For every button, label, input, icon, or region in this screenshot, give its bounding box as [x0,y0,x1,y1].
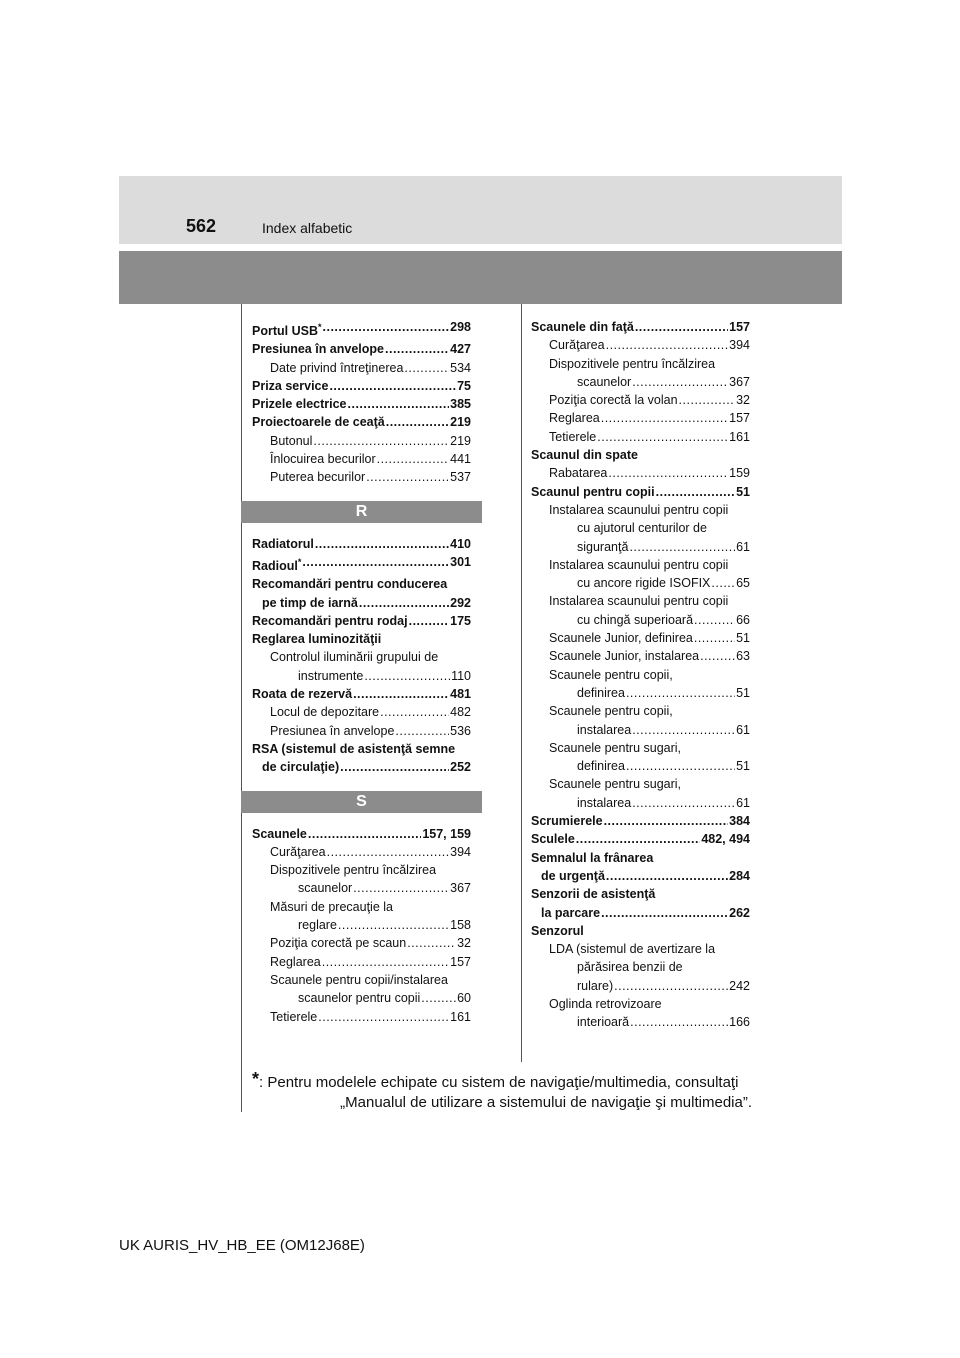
index-entry [252,630,471,648]
index-entry [252,377,471,395]
index-entry [252,1008,471,1026]
index-entry [531,556,750,593]
entry-text: Scaunele din faţă [531,320,634,334]
entry-text: scaunelor pentru copii [298,991,421,1006]
page-ref: 536 [450,723,471,738]
dot-leader [626,684,735,702]
index-entry [531,391,750,409]
index-entry [252,413,471,431]
index-entry-line [549,794,750,812]
index-entry-line [549,336,750,354]
entry-text: Scaunul pentru copii [531,484,655,499]
index-entry [531,885,750,922]
page-ref: 166 [729,1015,750,1030]
entry-text: LDA (sistemul de avertizare la [549,942,716,957]
index-entry [531,922,750,940]
entry-text: Scaunele Junior, instalarea [549,649,700,664]
index-entry-line [270,934,471,952]
entry-text: cu ancore rigide ISOFIX [577,576,711,591]
page-ref: 157, 159 [422,826,471,841]
dot-leader [608,464,728,482]
index-entry-line [549,409,750,427]
dot-leader [313,432,449,450]
page-ref: 61 [736,722,750,737]
dot-leader [395,722,449,740]
dot-leader [601,904,728,922]
page-ref: 175 [450,613,471,628]
index-entry [252,395,471,413]
entry-text: Proiectoarele de ceaţă [252,415,385,430]
page-ref: 394 [450,844,471,859]
entry-text: Roata de rezervă [252,687,353,702]
index-entry [531,464,750,482]
index-entry-line [531,922,750,940]
entry-text: Scaunul din spate [531,448,638,463]
entry-text: Butonul [270,433,313,448]
index-entry-line [252,395,471,413]
index-entry [252,340,471,358]
index-entry-line [270,989,471,1007]
index-entry-line [252,630,471,648]
dot-leader [353,879,449,897]
index-entry-line [252,594,471,612]
entry-text: pe timp de iarnă [262,595,358,610]
index-entry-line [531,904,750,922]
index-entry [252,934,471,952]
index-entry-line [252,825,471,843]
entry-text: instalarea [577,722,632,737]
page-ref: 367 [450,881,471,896]
entry-text: instrumente [298,668,364,683]
index-entry-line [531,830,750,848]
entry-text: instalarea [577,795,632,810]
page-number: 562 [186,216,217,236]
index-entry [252,861,471,898]
index-entry-line [270,468,471,486]
entry-text: definirea [577,685,625,700]
entry-text: Instalarea scaunului pentru copii [549,594,729,609]
index-entry [531,739,750,776]
page-ref: 159 [729,466,750,481]
page-ref: 410 [450,536,471,551]
page-ref: 262 [729,905,750,920]
page-ref: 481 [450,687,471,702]
index-entry-line [549,629,750,647]
page-ref: 384 [729,814,750,829]
page-ref: 367 [729,374,750,389]
dot-leader [632,721,735,739]
dot-leader [386,413,449,431]
page-ref: 158 [450,918,471,933]
index-entry-line [549,611,750,629]
index-entry-line [549,721,750,739]
entry-text: Dispozitivele pentru încălzirea [270,863,437,878]
dot-leader [366,468,449,486]
page-ref: 301 [450,554,471,569]
index-entry-line [549,391,750,409]
entry-text: Date privind întreţinerea [270,360,404,375]
entry-text: Scaunele pentru sugari, [549,740,682,755]
index-entry [531,592,750,629]
page-ref: 298 [450,320,471,334]
dot-leader [318,1008,449,1026]
index-entry-line [252,340,471,358]
page-ref: 110 [451,668,471,683]
entry-text: Instalarea scaunului pentru copii [549,502,729,517]
dot-leader [377,450,450,468]
footnote [252,1069,752,1113]
entry-text: Prizele electrice [252,397,347,412]
index-entry [252,359,471,377]
entry-text: Reglarea [549,411,600,426]
index-entry [531,995,750,1032]
entry-text: Semnalul la frânarea [531,850,654,865]
page-ref: 157 [729,320,750,334]
page-ref: 292 [450,595,471,610]
dot-leader [359,594,449,612]
entry-text: interioară [577,1015,630,1030]
index-entry-line [270,703,471,721]
index-entry-line [252,377,471,395]
dot-leader [679,391,736,409]
index-entry [252,825,471,843]
index-entry-line [270,667,471,685]
page-ref: 482, 494 [701,832,750,847]
page-ref: 161 [729,429,750,444]
page-ref: 219 [450,415,471,430]
entry-text: rulare) [577,978,614,993]
dot-leader [632,794,735,812]
index-entry [252,468,471,486]
page-ref: 427 [450,342,471,357]
index-entry-line [549,684,750,702]
entry-text: Scaunele pentru copii, [549,667,673,682]
index-entry-line [549,538,750,556]
entry-text: Senzorul [531,923,584,938]
index-entry-line [270,843,471,861]
index-entry-line [549,464,750,482]
header-dark-band [119,251,842,304]
column-divider [521,304,522,1062]
index-entry [252,722,471,740]
index-entry-line [252,318,471,340]
entry-text: la parcare [541,905,601,920]
entry-text: RSA (sistemul de asistenţă semne [252,741,456,756]
entry-text: Portul USB* [252,322,322,338]
index-entry-line [252,413,471,431]
index-entry [252,318,471,340]
index-entry [531,775,750,812]
index-entry-line [270,359,471,377]
index-entry [531,940,750,995]
index-entry-line [549,1013,750,1031]
dot-leader [630,1013,728,1031]
index-entry [252,740,471,777]
entry-text: Scaunele [252,826,307,841]
index-entry-line [531,867,750,885]
entry-text: de urgenţă [541,868,605,883]
entry-text: Presiunea în anvelope [252,342,384,357]
page-ref: 534 [450,360,471,375]
entry-continuation: cu ajutorul centurilor de [577,521,707,536]
dot-leader [694,611,735,629]
dot-leader [353,685,449,703]
entry-text: Scaunele Junior, definirea [549,631,693,646]
left-rule [241,304,242,1112]
entry-text: Controlul iluminării grupului de [270,650,439,665]
index-entry [252,703,471,721]
index-entry-line [270,722,471,740]
page-ref: 32 [736,393,750,408]
page-ref: 65 [736,576,750,591]
index-entry [531,336,750,354]
dot-leader [711,574,735,592]
entry-text: siguranţă [577,539,629,554]
index-entry-line [252,535,471,553]
entry-text: Curăţarea [549,338,605,353]
index-entry [252,648,471,685]
dot-leader [576,830,701,848]
entry-text: Scaunele pentru copii/instalarea [270,972,448,987]
entry-text: Reglarea luminozităţii [252,632,382,647]
page-ref: 284 [729,868,750,883]
dot-leader [364,667,450,685]
dot-leader [597,428,728,446]
page-ref: 51 [736,759,750,774]
dot-leader [606,336,729,354]
entry-text: Rabatarea [549,466,608,481]
entry-text: scaunelor [298,881,353,896]
index-entry-line [549,757,750,775]
page-ref: 61 [736,539,750,554]
index-entry-line [270,916,471,934]
index-entry [252,575,471,612]
entry-text: Oglinda retrovizoare [549,996,662,1011]
entry-text: Priza service [252,378,329,393]
entry-text: cu chingă superioară [577,612,694,627]
entry-text: Recomandări pentru conducerea [252,577,448,592]
index-entry-line [549,647,750,665]
footnote-line-2: „Manualul de utilizare a sistemului de navigaţie şi multimedia”. [340,1094,752,1111]
index-entry [252,843,471,861]
dot-leader [327,843,450,861]
page-ref: 51 [736,484,750,499]
model-code: UK AURIS_HV_HB_EE (OM12J68E) [119,1237,365,1254]
dot-leader [601,409,728,427]
dot-leader [694,629,735,647]
index-entry-line [252,685,471,703]
header-band [119,176,842,244]
entry-text: Puterea becurilor [270,470,366,485]
index-entry [252,553,471,575]
index-entry [531,409,750,427]
index-entry-line [252,612,471,630]
index-entry-line [549,574,750,592]
index-entry [252,432,471,450]
index-entry [252,971,471,1008]
page-ref: 66 [736,612,750,627]
entry-text: Radiatorul [252,536,314,551]
entry-text: de circulaţie) [262,760,340,775]
section-letter-r: R [241,501,482,523]
index-entry [531,812,750,830]
dot-leader [635,318,728,336]
index-entry [531,446,750,464]
entry-text: scaunelor [577,374,632,389]
dot-leader [340,758,449,776]
dot-leader [380,703,449,721]
page-ref: 394 [729,338,750,353]
index-entry [252,450,471,468]
dot-leader [409,612,450,630]
index-column-right [531,318,750,1032]
page-ref: 242 [729,978,750,993]
page-ref: 219 [450,433,471,448]
dot-leader [700,647,735,665]
dot-leader [338,916,449,934]
entry-text: Scaunele pentru copii, [549,704,673,719]
page-ref: 157 [729,411,750,426]
index-entry [252,612,471,630]
entry-text: Scaunele pentru sugari, [549,777,682,792]
entry-text: Curăţarea [270,844,326,859]
index-entry-line [549,373,750,391]
index-entry [531,355,750,392]
page-ref: 482 [450,705,471,720]
page-ref: 63 [736,649,750,664]
page-ref: 252 [450,760,471,775]
dot-leader [404,359,449,377]
page-ref: 441 [450,452,471,467]
index-entry-line [270,450,471,468]
entry-text: Poziţia corectă pe scaun [270,936,407,951]
page-ref: 51 [736,631,750,646]
index-entry [531,647,750,665]
superscript-marker: * [317,322,322,332]
entry-text: Reglarea [270,954,321,969]
page-ref: 61 [736,795,750,810]
entry-text: Înlocuirea becurilor [270,452,376,467]
index-entry [531,666,750,703]
page-ref: 32 [457,936,471,951]
dot-leader [323,318,450,340]
dot-leader [315,535,449,553]
index-entry [531,830,750,848]
index-entry [531,483,750,501]
page-ref: 385 [450,397,471,412]
index-entry-line [270,879,471,897]
entry-text: definirea [577,759,625,774]
entry-text: Dispozitivele pentru încălzirea [549,356,716,371]
dot-leader [308,825,421,843]
dot-leader [302,553,449,575]
footnote-marker: * [252,1069,260,1089]
page-ref: 161 [450,1009,471,1024]
entry-text: Scrumierele [531,814,603,829]
dot-leader [385,340,449,358]
page-ref: 157 [450,954,471,969]
page-ref: 75 [457,378,471,393]
entry-text: Locul de depozitare [270,705,380,720]
index-entry-line [270,432,471,450]
section-letter-s: S [241,791,482,813]
index-entry-line [270,1008,471,1026]
index-entry-line [549,428,750,446]
superscript-marker: * [297,556,302,567]
index-entry [531,318,750,336]
index-entry-line [270,953,471,971]
footnote-line-1: : Pentru modelele echipate cu sistem de navigaţie/multimedia, consultaţi [259,1074,739,1091]
entry-text: Presiunea în anvelope [270,723,395,738]
entry-continuation: părăsirea benzii de [577,960,683,975]
index-entry-line [531,483,750,501]
index-entry [531,428,750,446]
dot-leader [407,934,456,952]
dot-leader [322,953,449,971]
page-ref: 51 [736,685,750,700]
dot-leader [421,989,456,1007]
index-entry [531,629,750,647]
dot-leader [626,757,735,775]
index-entry [531,501,750,556]
entry-text: reglare [298,918,337,933]
index-entry [531,702,750,739]
entry-text: Radioul* [252,556,302,573]
entry-text: Poziţia corectă la volan [549,393,678,408]
entry-text: Măsuri de precauţie la [270,899,393,914]
page-ref: 60 [457,991,471,1006]
dot-leader [348,395,450,413]
entry-text: Tetierele [549,429,597,444]
index-entry-line [531,318,750,336]
dot-leader [656,483,735,501]
index-entry [252,535,471,553]
entry-text: Instalarea scaunului pentru copii [549,557,729,572]
index-entry-line [531,812,750,830]
dot-leader [329,377,456,395]
entry-text: Sculele [531,832,575,847]
index-entry [531,849,750,886]
index-entry [252,898,471,935]
dot-leader [606,867,728,885]
entry-text: Recomandări pentru rodaj [252,613,408,628]
page-ref: 537 [450,470,471,485]
dot-leader [604,812,729,830]
index-entry-line [252,553,471,575]
index-entry-line [252,758,471,776]
index-entry [252,685,471,703]
index-entry-line [549,977,750,995]
dot-leader [629,538,735,556]
index-entry-line [531,446,750,464]
dot-leader [632,373,728,391]
index-entry [252,953,471,971]
dot-leader [614,977,728,995]
index-column-left [252,318,471,1026]
page-title: Index alfabetic [262,220,353,236]
entry-text: Senzorii de asistenţă [531,887,656,902]
entry-text: Tetierele [270,1009,318,1024]
